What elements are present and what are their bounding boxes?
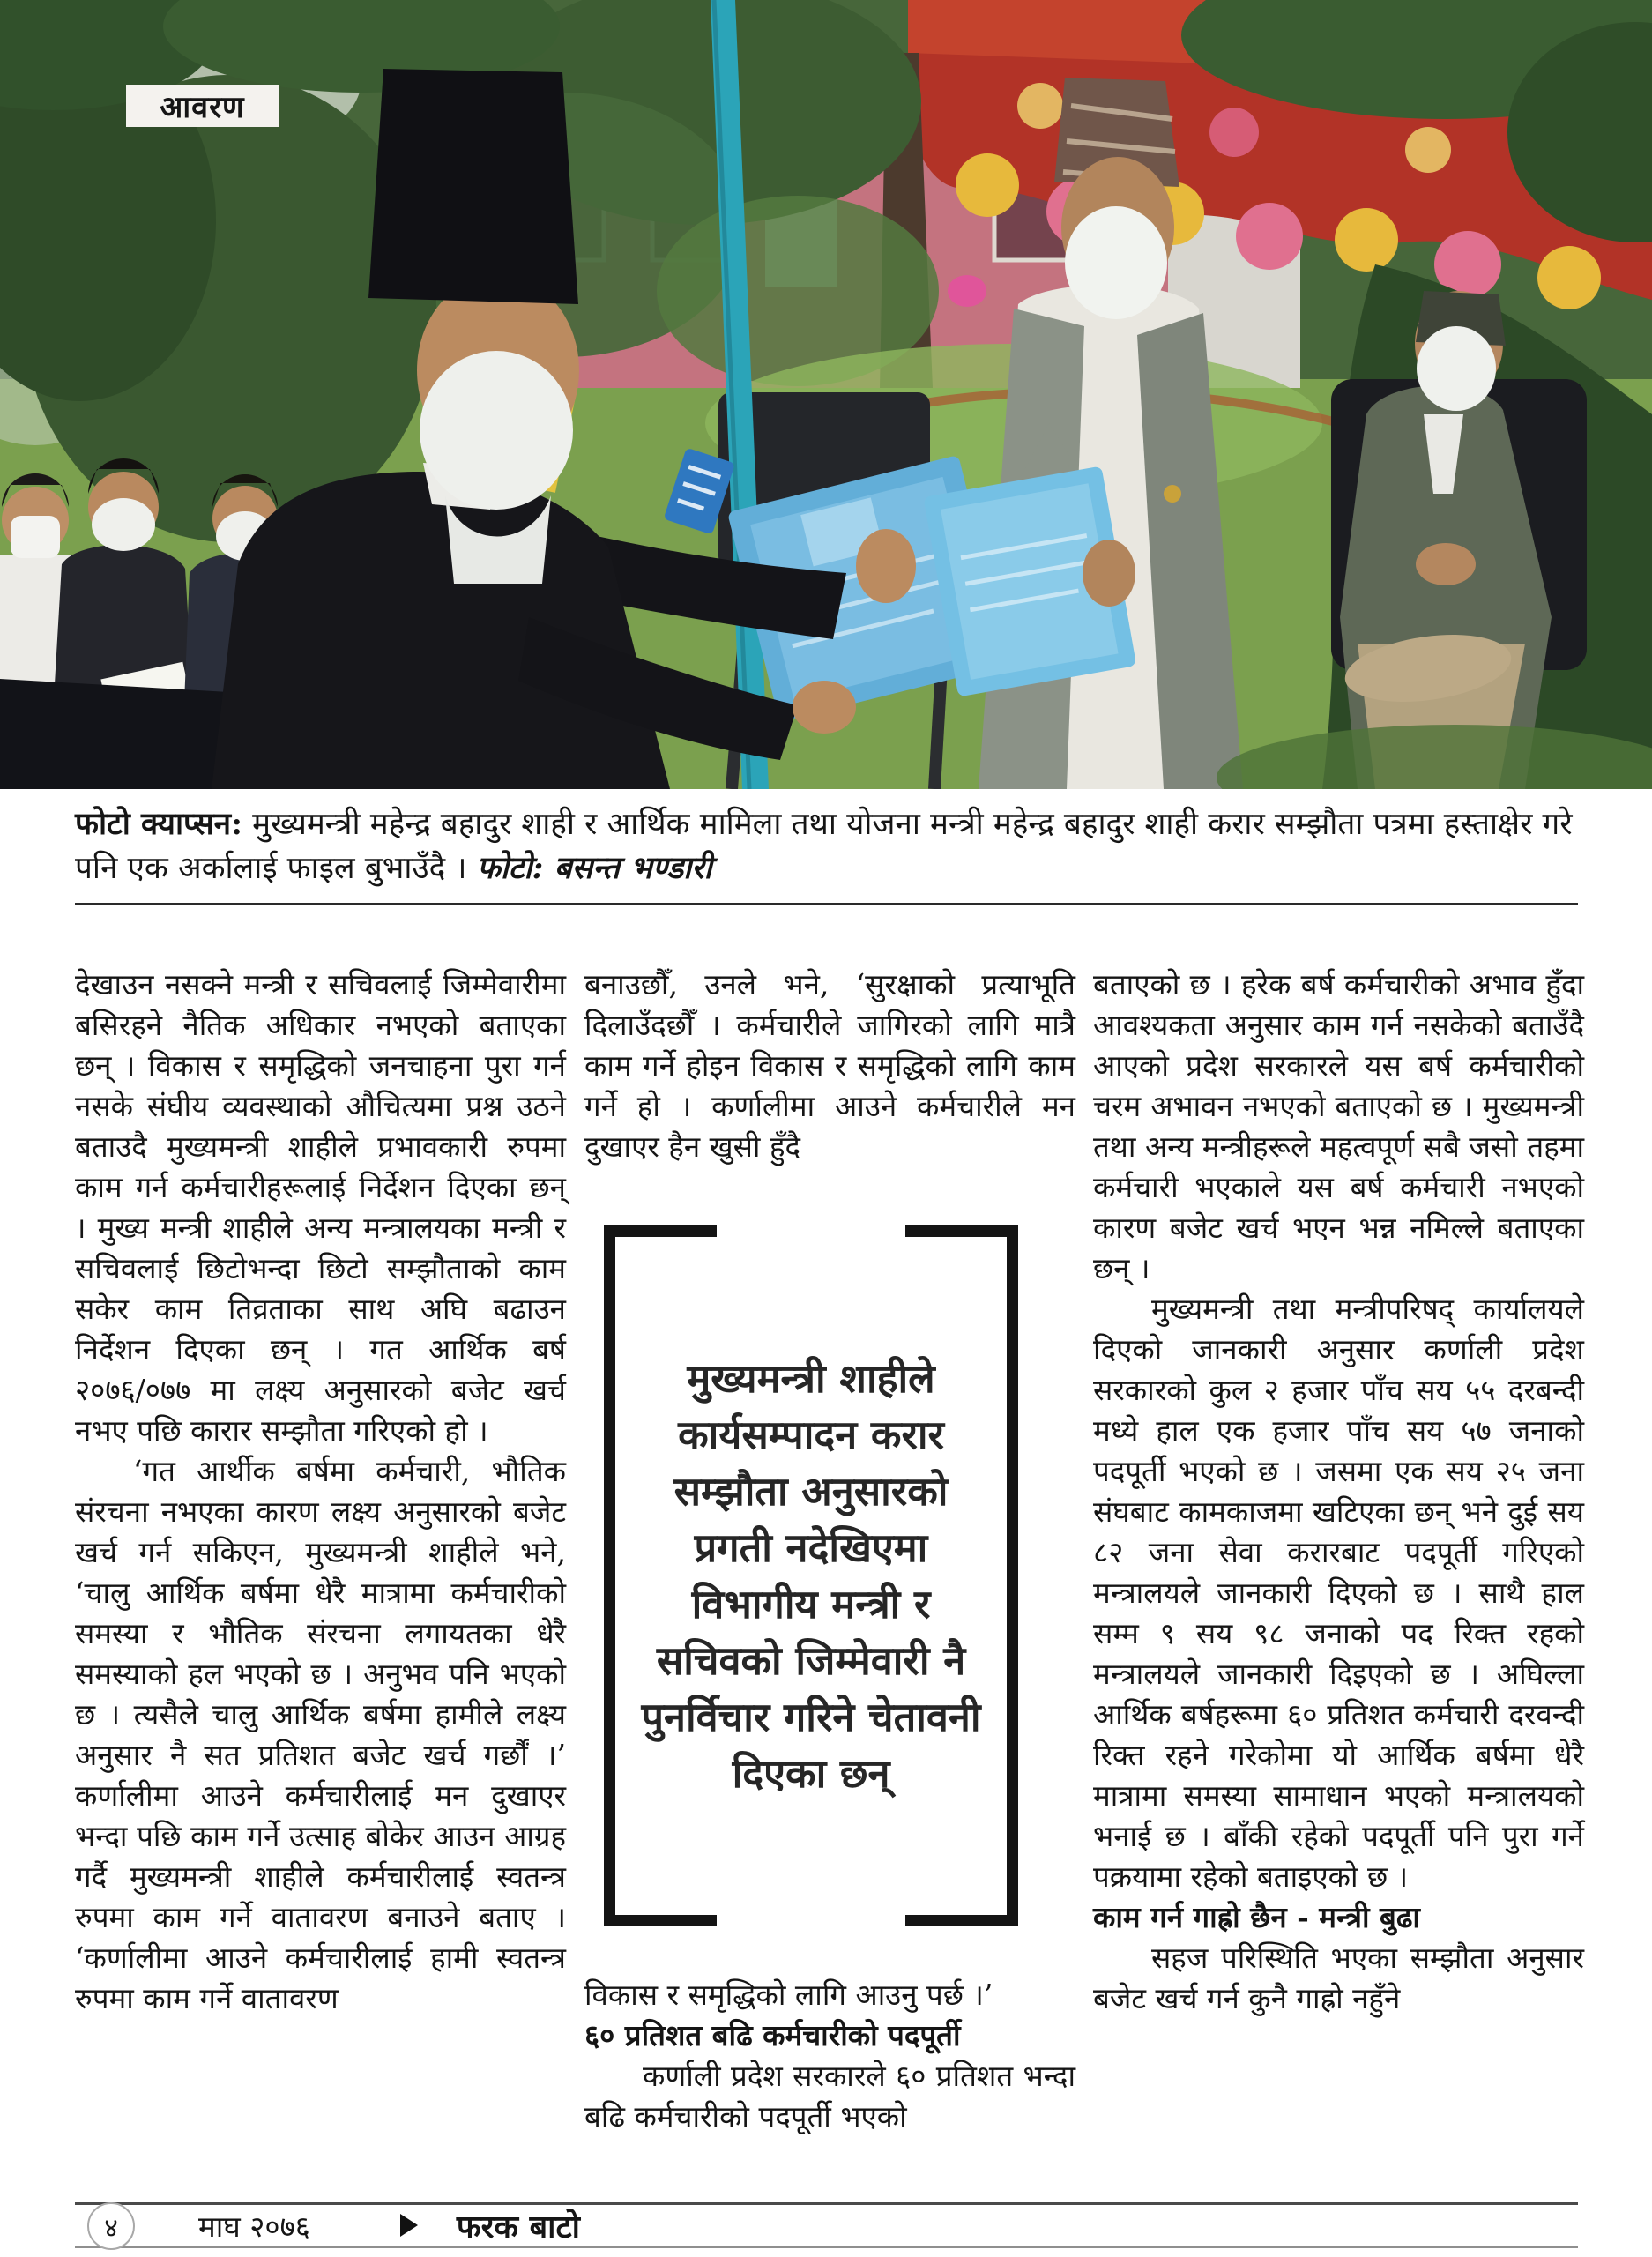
page-footer (75, 2202, 1578, 2248)
quote-corner-top-right (905, 1225, 1007, 1237)
face-mask (1065, 206, 1167, 319)
section-label (126, 85, 279, 127)
col2-subhead: ६० प्रतिशत बढि कर्मचारीको पदपूर्ती (584, 2018, 961, 2052)
quote-corner-bottom-right (905, 1915, 1007, 1926)
col2-paragraph-last: कर्णाली प्रदेश सरकारले ६० प्रतिशत भन्दा बढि कर्मचारीको पदपूर्ती भएको (584, 2059, 1075, 2134)
cover-photo (0, 0, 1652, 789)
col2-paragraph-top: बनाउछौँ, उनले भने, ‘सुरक्षाको प्रत्याभूति दिलाउँदछौँ । कर्मचारीले जागिरको लागि मात्रै काम गर्ने होइन विकास र समृद्धिको लागि काम गर्ने हो । कर्णालीमा आउने कर्मचारीले मन दुखाएर हैन खुसी हुँदै (584, 967, 1075, 1164)
column-1 (75, 965, 566, 2019)
face-mask (420, 351, 573, 510)
caption-divider (75, 903, 1578, 905)
column-2-bottom (584, 1975, 1075, 2137)
col3-paragraph-2: मुख्यमन्त्री तथा मन्त्रीपरिषद् कार्यालयले दिएको जानकारी अनुसार कर्णाली प्रदेश सरकारको कुल २ हजार पाँच सय ५५ दरबन्दी मध्ये हाल एक हजार पाँच सय ५७ जनाको पदपूर्ती भएको छ । जसमा एक सय २५ जना संघबाट कामकाजमा खटिएका छन् भने दुई सय ८२ जना सेवा करारबाट पदपूर्ती गरिएको मन्त्रालयले जानकारी दिएको छ । साथै हाल सम्म ९ सय ९८ जनाको पद रिक्त रहको मन्त्रालयले जानकारी दिइएको छ । अघिल्ला आर्थिक बर्षहरूमा ६० प्रतिशत कर्मचारी दरवन्दी रिक्त रहने गरेकोमा यो आर्थिक बर्षमा धेरै मात्रामा समस्या सामाधान भएको मन्त्रालयको भनाई छ । बाँकी रहेको पदपूर्ती पनि पुरा गर्ने पक्रयामा रहेको बताइएको छ । (1093, 1292, 1584, 1894)
footer-date: माघ २०७६ (198, 2209, 310, 2244)
pink-flower (948, 275, 986, 307)
quote-corner-bottom-left (615, 1915, 717, 1926)
page-number-badge (87, 2202, 135, 2250)
caption-prefix: फोटो क्याप्सन: (75, 806, 243, 842)
column-2 (584, 965, 1075, 1167)
quote-corner-top-left (615, 1225, 717, 1237)
col1-paragraph-2: ‘गत आर्थीक बर्षमा कर्मचारी, भौतिक संरचना नभएका कारण लक्ष्य अनुसारको बजेट खर्च गर्न सकिएन, मुख्यमन्त्री शाहीले भने, ‘चालु आर्थिक बर्षमा धेरै मात्रामा कर्मचारीको समस्या र भौतिक संरचना लगायतका धेरै समस्याको हल भएको छ । अनुभव पनि भएको छ । त्यसैले चालु आर्थिक बर्षमा हामीले लक्ष्य अनुसार नै सत प्रतिशत बजेट खर्च गर्छौं ।’ कर्णालीमा आउने कर्मचारीलाई मन दुखाएर भन्दा पछि काम गर्ने उत्साह बोकेर आउन आग्रह गर्दै मुख्यमन्त्री शाहीले कर्मचारीलाई स्वतन्त्र रुपमा काम गर्ने वातावरण बनाउने बताए । ‘कर्णालीमा आउने कर्मचारीलाई हामी स्वतन्त्र रुपमा काम गर्ने वातावरण (75, 1454, 566, 2015)
photo-caption (75, 802, 1578, 890)
section-label-text: आवरण (160, 90, 245, 125)
caption-credit: फोटो: बसन्त भण्डारी (476, 850, 712, 886)
col3-paragraph-1: बताएको छ । हरेक बर्ष कर्मचारीको अभाव हुँदा आवश्यकता अनुसार काम गर्न नसकेको बताउँदै आएको प्रदेश सरकारले यस बर्ष कर्मचारीको चरम अभावन नभएको बताएको छ । मुख्यमन्त्री तथा अन्य मन्त्रीहरूले महत्वपूर्ण सबै जसो तहमा कर्मचारी भएकाले यस बर्ष कर्मचारी नभएको कारण बजेट खर्च भएन भन्न नमिल्ले बताएका छन् । (1093, 967, 1584, 1285)
black-topi (368, 69, 578, 304)
col1-paragraph-1: देखाउन नसक्ने मन्त्री र सचिवलाई जिम्मेवारीमा बसिरहने नैतिक अधिकार नभएको बताएका छन् । विकास र समृद्धिको जनचाहना पुरा गर्न नसके संघीय व्यवस्थाको औचित्यमा प्रश्न उठने बताउदै मुख्यमन्त्री शाहीले प्रभावकारी रुपमा काम गर्न कर्मचारीहरूलाई निर्देशन दिएका छन् । मुख्य मन्त्री शाहीले अन्य मन्त्रालयका मन्त्री र सचिवलाई छिटोभन्दा छिटो सम्झौताको काम सकेर काम तिव्रताका साथ अघि बढाउन निर्देशन दिएका छन् । गत आर्थिक बर्ष २०७६/०७७ मा लक्ष्य अनुसारको बजेट खर्च नभए पछि कारार सम्झौता गरिएको हो । (75, 967, 566, 1448)
page-number: ४ (104, 2212, 118, 2244)
pull-quote-box (604, 1225, 1018, 1926)
col3-paragraph-last: सहज परिस्थिति भएका सम्झौता अनुसार बजेट खर्च गर्न कुनै गाह्रो नहुँने (1093, 1940, 1584, 2015)
col3-subhead: काम गर्न गाह्रो छैन - मन्त्री बुढा (1093, 1900, 1420, 1934)
col2-paragraph-after-quote: विकास र समृद्धिको लागि आउनु पर्छ ।’ (584, 1978, 993, 2012)
arrow-right-icon (400, 2214, 418, 2237)
column-3 (1093, 965, 1584, 2019)
caption-text: मुख्यमन्त्री महेन्द्र बहादुर शाही र आर्थिक मामिला तथा योजना मन्त्री महेन्द्र बहादुर शाही करार सम्झौता पत्रमा हस्ताक्षेर गरे पनि एक अर्कालाई फाइल बुभाउँदै । (75, 807, 1573, 886)
publication-name: फरक बाटो (456, 2208, 580, 2246)
pull-quote-text: मुख्यमन्त्री शाहीले कार्यसम्पादन करार सम्झौता अनुसारको प्रगती नदेखिएमा विभागीय मन्त्री र सचिवको जिम्मेवारी नै पुनर्विचार गरिने चेतावनी दिएका छन् (641, 1354, 981, 1797)
